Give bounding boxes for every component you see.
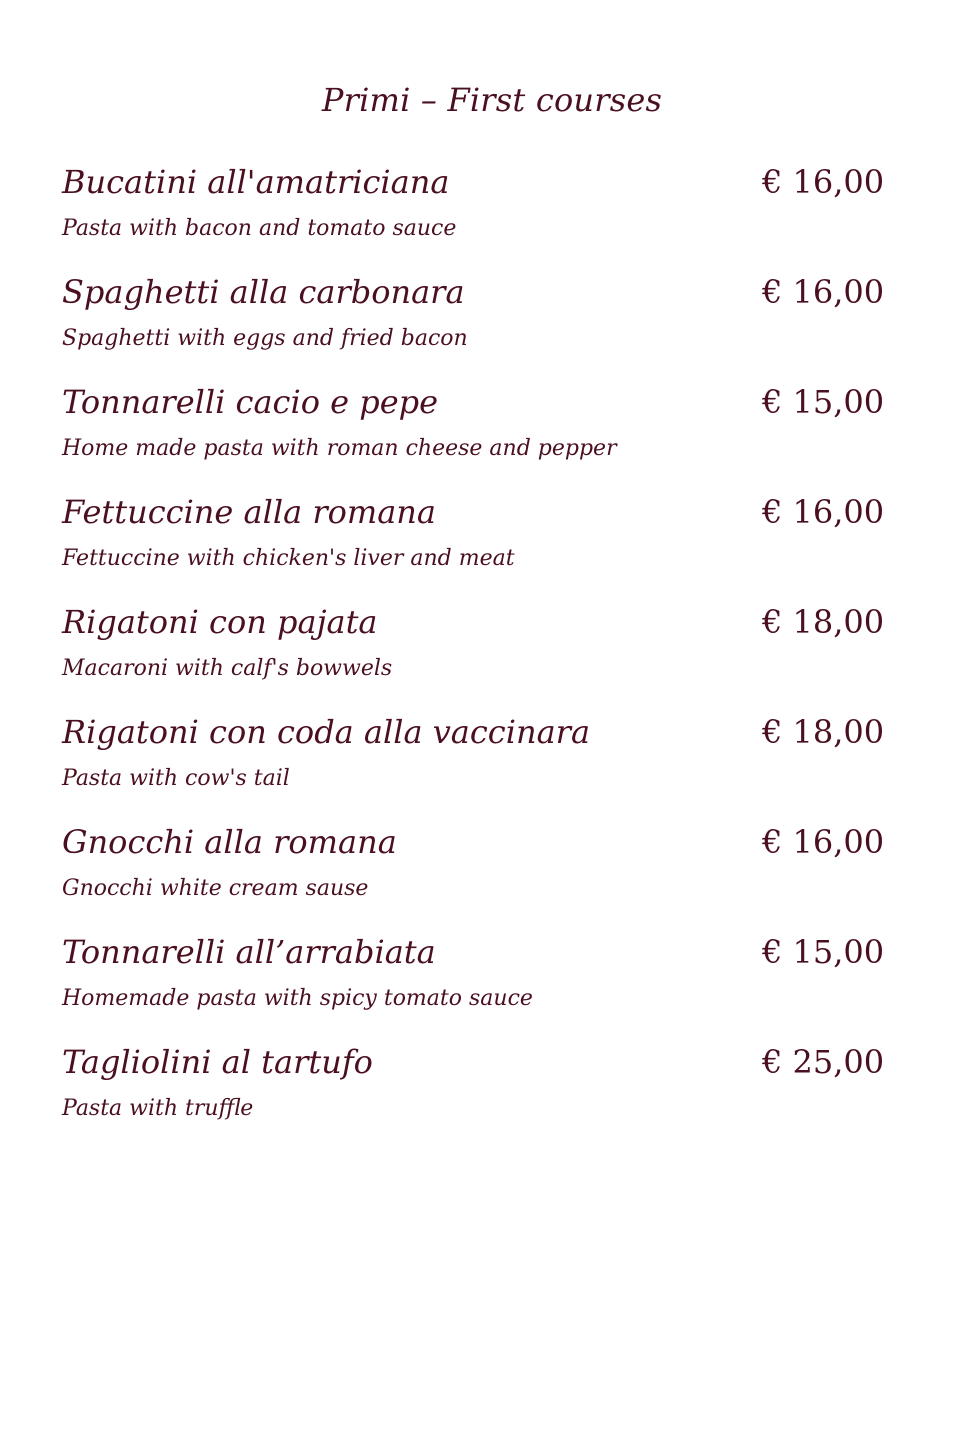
dish-name: Bucatini all'amatriciana [62, 163, 450, 201]
dish-price: € 16,00 [762, 493, 885, 531]
dish-price: € 16,00 [762, 823, 885, 861]
dish-name: Rigatoni con coda alla vaccinara [62, 713, 591, 751]
dish-description: Pasta with bacon and tomato sauce [62, 216, 457, 241]
menu-item [62, 490, 892, 600]
dish-description: Pasta with truffle [62, 1096, 254, 1121]
menu-item [62, 930, 892, 1040]
dish-description: Spaghetti with eggs and fried bacon [62, 326, 468, 351]
dish-price: € 16,00 [762, 273, 885, 311]
menu-item [62, 160, 892, 270]
dish-description: Gnocchi white cream sause [62, 876, 369, 901]
dish-name: Rigatoni con pajata [62, 603, 378, 641]
menu-item [62, 270, 892, 380]
menu-item [62, 600, 892, 710]
menu-item [62, 380, 892, 490]
dish-description: Homemade pasta with spicy tomato sauce [62, 986, 533, 1011]
dish-name: Spaghetti alla carbonara [62, 273, 465, 311]
menu-item [62, 820, 892, 930]
dish-name: Fettuccine alla romana [62, 493, 436, 531]
dish-name: Tonnarelli cacio e pepe [62, 383, 439, 421]
menu-title: Primi – First courses [321, 81, 663, 119]
dish-description: Macaroni with calf's bowwels [62, 656, 393, 681]
dish-price: € 15,00 [762, 933, 885, 971]
dish-price: € 25,00 [762, 1043, 885, 1081]
dish-description: Fettuccine with chicken's liver and meat [62, 546, 515, 571]
dish-description: Pasta with cow's tail [62, 766, 290, 791]
menu-list [62, 160, 892, 1150]
dish-name: Gnocchi alla romana [62, 823, 397, 861]
dish-name: Tonnarelli all’arrabiata [62, 933, 436, 971]
menu-item [62, 1040, 892, 1150]
dish-name: Tagliolini al tartufo [62, 1043, 373, 1081]
dish-price: € 16,00 [762, 163, 885, 201]
menu-item [62, 710, 892, 820]
dish-price: € 18,00 [762, 713, 885, 751]
dish-price: € 18,00 [762, 603, 885, 641]
dish-description: Home made pasta with roman cheese and pepper [62, 436, 617, 461]
dish-price: € 15,00 [762, 383, 885, 421]
